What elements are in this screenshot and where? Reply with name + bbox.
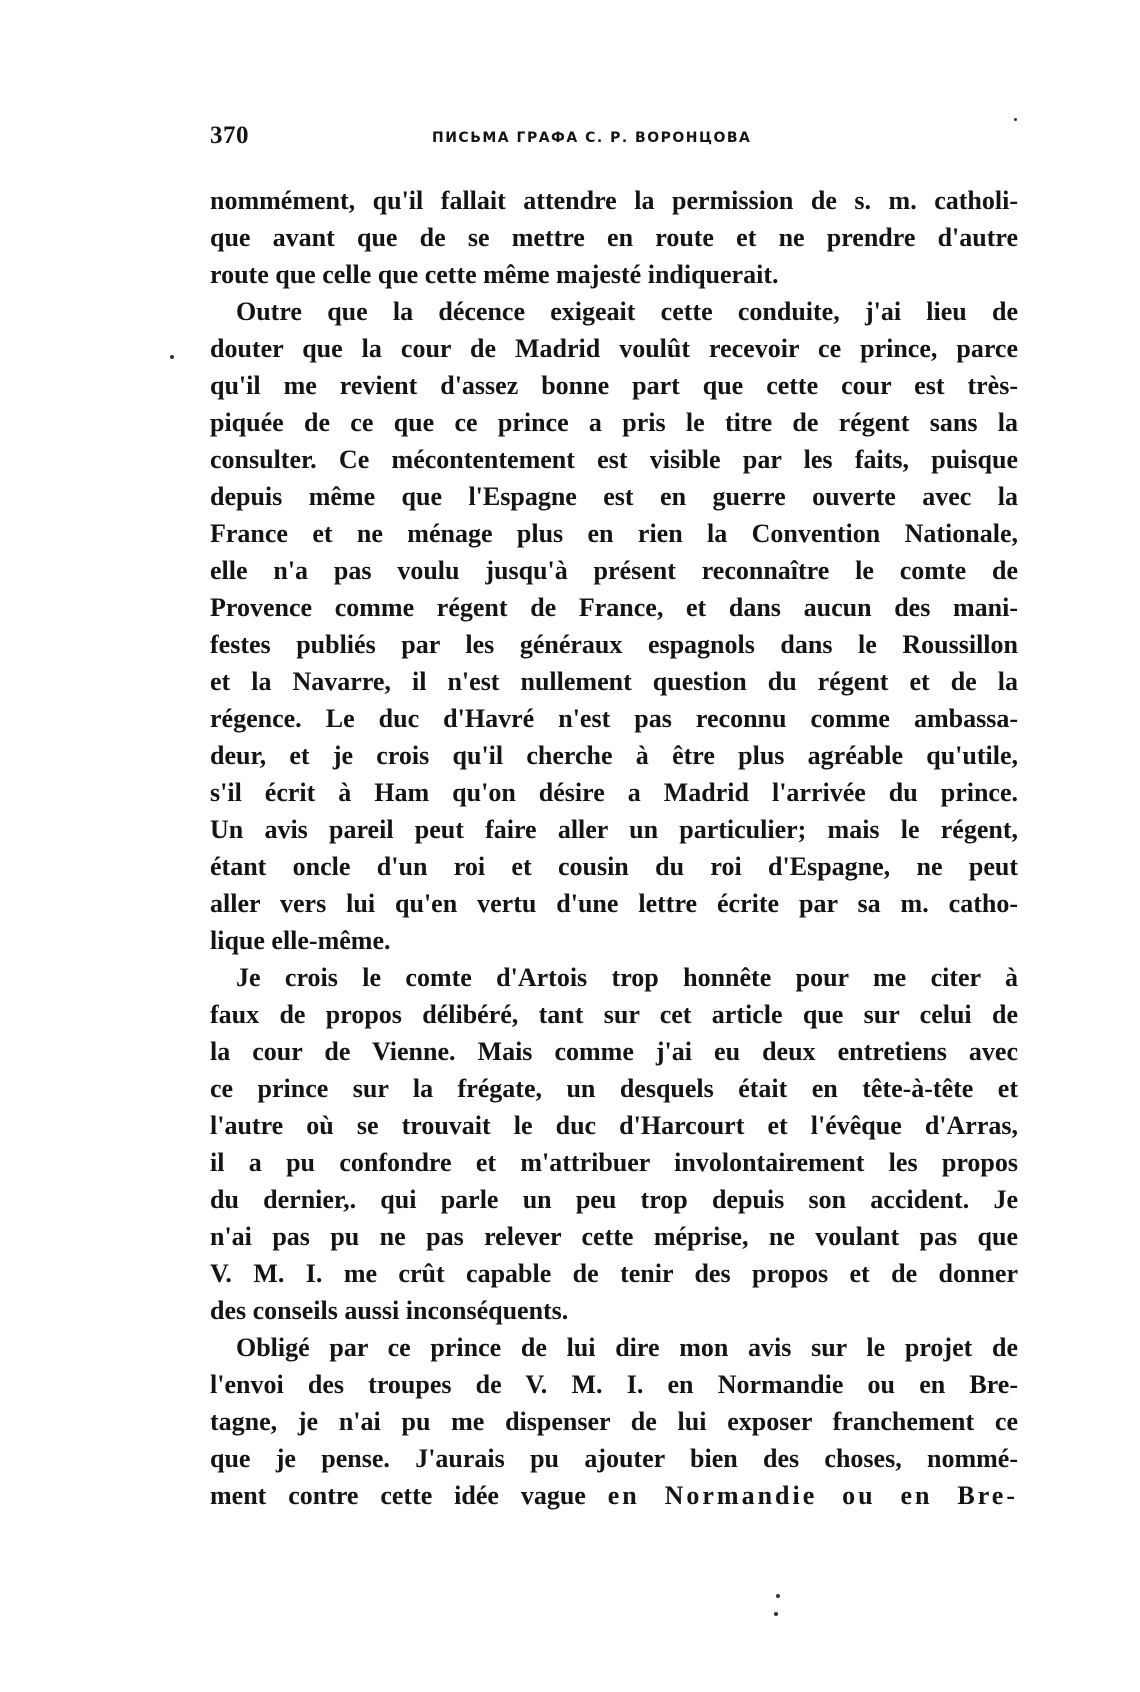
text-line: piquée de ce que ce prince a pris le titre de régent sans la xyxy=(210,408,1018,437)
text-line: elle n'a pas voulu jusqu'à présent reconnaître le comte de xyxy=(210,556,1018,585)
text-line-final xyxy=(210,1477,1018,1514)
text-line: ce prince sur la frégate, un desquels était en tête-à-tête et xyxy=(210,1074,1018,1103)
text-line: Provence comme régent de France, et dans aucun des mani- xyxy=(210,593,1018,622)
text-line: des conseils aussi inconséquents. xyxy=(210,1296,569,1325)
print-speck xyxy=(1014,118,1017,121)
text-line: France et ne ménage plus en rien la Convention Nationale, xyxy=(210,519,1018,548)
text-line: étant oncle d'un roi et cousin du roi d'Espagne, ne peut xyxy=(210,852,1018,881)
body-text xyxy=(210,182,1018,1514)
text-line: régence. Le duc d'Havré n'est pas reconnu comme ambassa- xyxy=(210,704,1018,733)
text-line: nommément, qu'il fallait attendre la permission de s. m. catholi- xyxy=(210,186,1018,215)
text-line: Je crois le comte d'Artois trop honnête pour me citer à xyxy=(236,963,1018,992)
text-line: faux de propos délibéré, tant sur cet article que sur celui de xyxy=(210,1000,1018,1029)
page-number: 370 xyxy=(210,122,249,149)
text-line: s'il écrit à Ham qu'on désire a Madrid l'arrivée du prince. xyxy=(210,778,1018,807)
text-line: aller vers lui qu'en vertu d'une lettre écrite par sa m. catho- xyxy=(210,889,1018,918)
text-line: deur, et je crois qu'il cherche à être plus agréable qu'utile, xyxy=(210,741,1018,770)
text-line: que je pense. J'aurais pu ajouter bien des choses, nommé- xyxy=(210,1444,1018,1473)
final-line-spaced: en Normandie ou en Bre- xyxy=(607,1481,1018,1510)
text-line: que avant que de se mettre en route et ne prendre d'autre xyxy=(210,223,1018,252)
text-line: festes publiés par les généraux espagnols dans le Roussillon xyxy=(210,630,1018,659)
text-line: du dernier,. qui parle un peu trop depuis son accident. Je xyxy=(210,1185,1018,1214)
text-line: Un avis pareil peut faire aller un particulier; mais le régent, xyxy=(210,815,1018,844)
text-line: et la Navarre, il n'est nullement question du régent et de la xyxy=(210,667,1018,696)
text-line: l'autre où se trouvait le duc d'Harcourt et l'évêque d'Arras, xyxy=(210,1111,1018,1140)
text-line: n'ai pas pu ne pas relever cette méprise, ne voulant pas que xyxy=(210,1222,1018,1251)
final-line-lead: ment contre cette idée vague xyxy=(210,1481,608,1510)
text-line: l'envoi des troupes de V. M. I. en Normandie ou en Bre- xyxy=(210,1370,1018,1399)
text-line: qu'il me revient d'assez bonne part que cette cour est très- xyxy=(210,371,1018,400)
text-line: lique elle-même. xyxy=(210,926,391,955)
page-header xyxy=(210,122,1018,158)
text-line: Obligé par ce prince de lui dire mon avis sur le projet de xyxy=(236,1333,1018,1362)
text-line: consulter. Ce mécontentement est visible par les faits, puisque xyxy=(210,445,1018,474)
text-line: Outre que la décence exigeait cette conduite, j'ai lieu de xyxy=(236,297,1018,326)
text-line: depuis même que l'Espagne est en guerre ouverte avec la xyxy=(210,482,1018,511)
text-line: route que celle que cette même majesté indiquerait. xyxy=(210,260,779,289)
print-speck xyxy=(170,355,174,359)
text-line: V. M. I. me crût capable de tenir des propos et de donner xyxy=(210,1259,1018,1288)
text-line: la cour de Vienne. Mais comme j'ai eu deux entretiens avec xyxy=(210,1037,1018,1066)
print-speck xyxy=(776,1594,780,1598)
print-speck xyxy=(774,1612,778,1616)
text-line: il a pu confondre et m'attribuer involontairement les propos xyxy=(210,1148,1018,1177)
text-line: tagne, je n'ai pu me dispenser de lui exposer franchement ce xyxy=(210,1407,1018,1436)
running-title: ПИСЬМА ГРАФА С. Р. ВОРОНЦОВА xyxy=(432,130,752,146)
text-line: douter que la cour de Madrid voulût recevoir ce prince, parce xyxy=(210,334,1018,363)
